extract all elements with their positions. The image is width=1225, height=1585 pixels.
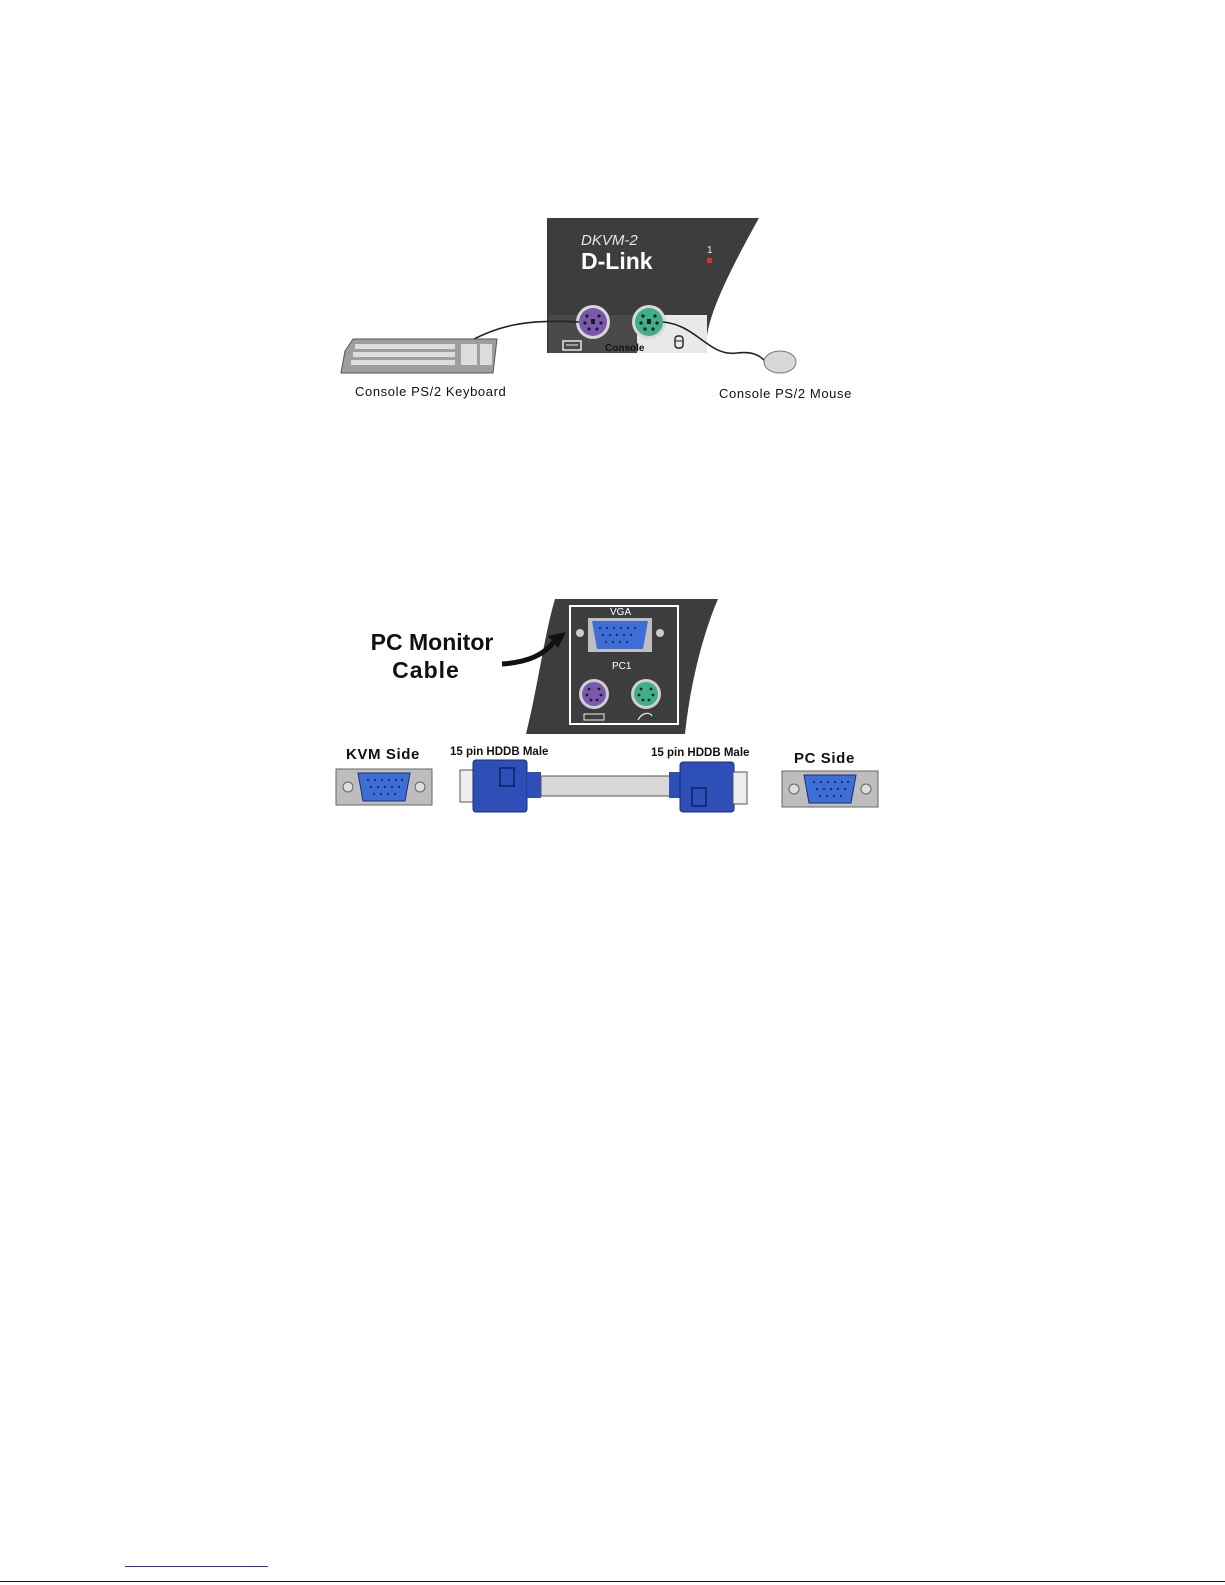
pc-mouse-port-icon [634,682,658,706]
console-connection-figure [337,215,882,415]
pc-label: PC1 [612,661,632,672]
led-indicator [707,258,712,263]
kvm-side-label: KVM Side [346,746,420,763]
plug-right-label: 15 pin HDDB Male [651,747,750,759]
plug-left-label: 15 pin HDDB Male [450,746,549,758]
led-number: 1 [707,245,713,256]
keyboard-caption: Console PS/2 Keyboard [355,384,507,399]
pc-keyboard-port-icon [582,682,606,706]
page-bottom-rule [0,1581,1225,1582]
monitor-connection-figure [330,596,890,821]
vga-label: VGA [610,607,632,618]
console-diagram [337,215,882,415]
model-label: DKVM-2 [581,232,638,249]
vga-cable-icon [460,760,747,812]
monitor-diagram [330,596,890,821]
mouse-caption: Console PS/2 Mouse [719,386,852,401]
mouse-icon [764,351,796,373]
kvm-side-vga-connector-icon [336,769,432,805]
pc-side-vga-connector-icon [782,771,878,807]
callout-line-2: Cable [392,657,460,683]
console-label: Console [605,343,645,354]
vga-port-icon [592,621,648,649]
brand-logo: D-Link [581,248,653,274]
pc-side-label: PC Side [794,750,855,767]
callout-line-1: PC Monitor [370,629,494,655]
footnote-separator [125,1566,268,1567]
